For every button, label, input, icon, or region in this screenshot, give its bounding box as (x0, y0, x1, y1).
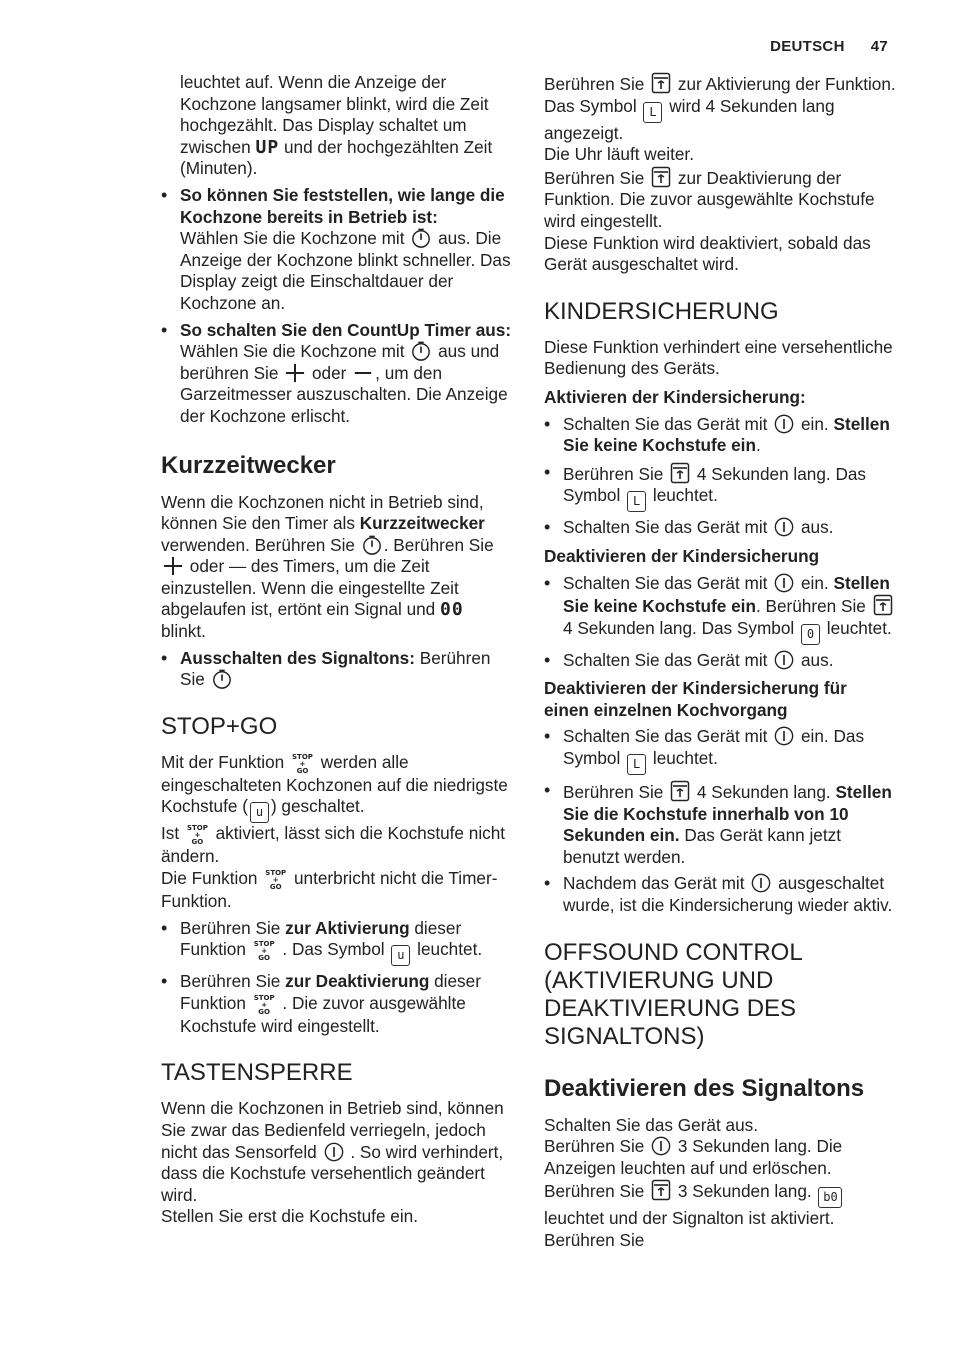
up-display-symbol: UP (255, 136, 280, 158)
deactivation-note: Diese Funktion wird deaktiviert, sobald das Gerät ausgeschaltet wird. (544, 232, 871, 275)
timer-icon (362, 535, 382, 555)
lock-symbol: L (643, 102, 662, 123)
plus-icon (163, 556, 183, 576)
onoff-icon (774, 517, 794, 537)
stop-go-paragraph-1: Mit der Funktion STOP + GO werden alle eingeschalteten Kochzonen auf die niedrigste Kochstufe ( u ) geschaltet. (161, 752, 513, 824)
list-item: • Berühren Sie zur Aktivierung dieser Funktion STOP + GO . Das Symbol u leuchtet. (161, 918, 513, 967)
stop-go-paragraph-3: Die Funktion STOP + GO unterbricht nicht die Timer-Funktion. (161, 868, 498, 912)
timer-icon (212, 669, 232, 689)
list-item: • Schalten Sie das Gerät mit aus. (544, 650, 896, 672)
timer-icon (411, 341, 431, 361)
left-column (161, 72, 513, 1228)
list-item: • Schalten Sie das Gerät mit ein. Das Symbol L leuchtet. (544, 726, 896, 775)
stop-go-icon: STOP + GO (292, 752, 313, 775)
zero-display-symbol: 00 (440, 599, 464, 621)
clock-note: Die Uhr läuft weiter. (544, 144, 694, 165)
key-lock-icon (651, 72, 671, 94)
tastensperre-deactivation: Berühren Sie zur Deaktivierung der Funktion. Die zuvor ausgewählte Kochstufe wird eingestellt. (544, 167, 875, 231)
timer-icon (411, 228, 431, 248)
onoff-icon (774, 650, 794, 670)
list-item: • So können Sie feststellen, wie lange die Kochzone bereits in Betrieb ist: Wählen Sie die Kochzone mit aus. Die Anzeige der Kochzone blinkt schneller. Das Display zeigt die Einschaltdauer der Kochzone an. (161, 185, 513, 315)
list-item: • So schalten Sie den CountUp Timer aus: Wählen Sie die Kochzone mit aus und berühren Sie oder , um den Garzeitmesser auszuschalten. Die Anzeige der Kochzone erlischt. (161, 320, 513, 428)
deaktivieren-list (544, 573, 896, 672)
key-lock-icon (651, 1179, 671, 1201)
heading-offsound-control: OFFSOUND CONTROL (AKTIVIERUNG UND DEAKTIVIERUNG DES SIGNALTONS) (544, 938, 802, 1050)
tastensperre-paragraph-2: Stellen Sie erst die Kochstufe ein. (161, 1206, 419, 1227)
key-lock-icon (670, 462, 690, 484)
low-level-symbol: u (250, 802, 269, 823)
kurzzeitwecker-list (161, 648, 513, 691)
plus-icon (285, 363, 305, 383)
list-item: • Schalten Sie das Gerät mit ein. Stellen Sie keine Kochstufe ein. (544, 414, 896, 457)
heading-tastensperre: TASTENSPERRE (161, 1059, 353, 1087)
heading-kurzzeitwecker: Kurzzeitwecker (161, 451, 336, 479)
list-item: • Berühren Sie 4 Sekunden lang. Das Symbol L leuchtet. (544, 462, 896, 513)
signalton-paragraph-1: Schalten Sie das Gerät aus. (544, 1114, 759, 1135)
list-item: • Berühren Sie 4 Sekunden lang. Stellen Sie die Kochstufe innerhalb von 10 Sekunden ein. Das Gerät kann jetzt benutzt werden. (544, 780, 896, 868)
onoff-icon (651, 1136, 671, 1156)
heading-aktivieren: Aktivieren der Kindersicherung: (544, 386, 806, 407)
heading-einzelner-kochvorgang: Deaktivieren der Kindersicherung für einen einzelnen Kochvorgang (544, 678, 847, 720)
list-item: • Berühren Sie zur Deaktivierung dieser Funktion STOP + GO . Die zuvor ausgewählte Kochstufe wird eingestellt. (161, 971, 513, 1037)
stop-go-icon: STOP + GO (186, 824, 208, 847)
onoff-icon (751, 873, 771, 893)
page-header (770, 38, 888, 55)
lock-symbol: L (627, 754, 646, 775)
zero-symbol: 0 (801, 624, 820, 645)
heading-stop-go: STOP+GO (161, 712, 278, 740)
tastensperre-activation: Berühren Sie zur Aktivierung der Funktion. Das Symbol L wird 4 Sekunden lang angezeigt. (544, 74, 896, 143)
stop-go-icon: STOP + GO (253, 993, 275, 1016)
onoff-icon (774, 726, 794, 746)
key-lock-icon (873, 594, 893, 616)
header-language: DEUTSCH (770, 38, 845, 55)
einzelner-kochvorgang-list (544, 726, 896, 916)
stop-go-icon: STOP + GO (253, 940, 275, 963)
right-column (544, 72, 896, 1252)
page-number: 47 (870, 38, 888, 55)
minus-icon (353, 363, 373, 383)
stop-go-list (161, 918, 513, 1038)
kindersicherung-intro: Diese Funktion verhindert eine versehentliche Bedienung des Geräts. (544, 336, 893, 379)
stop-go-paragraph-2: Ist STOP + GO aktiviert, lässt sich die Kochstufe nicht ändern. (161, 823, 506, 867)
tastensperre-paragraph: Wenn die Kochzonen in Betrieb sind, können Sie zwar das Bedienfeld verriegeln, jedoch nicht das Sensorfeld . So wird verhindert, dass die Kochstufe versehentlich geändert wird. (161, 1098, 504, 1205)
aktivieren-list (544, 414, 896, 539)
lock-symbol: L (627, 491, 646, 512)
intro-paragraph: leuchtet auf. Wenn die Anzeige der Kochzone langsamer blinkt, wird die Zeit hochgezählt. Das Display schaltet um zwischen UP und der hochgezählten Zeit (Minuten). (180, 72, 493, 179)
kurzzeitwecker-paragraph: Wenn die Kochzonen nicht in Betrieb sind, können Sie den Timer als Kurzzeitwecker verwenden. Berühren Sie . Berühren Sie oder — des Timers, um die Zeit einzustellen. Wenn die eingestellte Zeit abgelaufen ist, ertönt ein Signal und 00 blinkt. (161, 491, 494, 642)
signalton-paragraph-2: Berühren Sie 3 Sekunden lang. Die Anzeigen leuchten auf und erlöschen. Berühren Sie 3 Sekunden lang. b0 leuchtet und der Signalton ist aktiviert. Berühren Sie (544, 1136, 843, 1250)
low-level-symbol: u (391, 945, 410, 966)
key-lock-icon (651, 166, 671, 188)
countup-list (161, 185, 513, 428)
list-item: • Ausschalten des Signaltons: Berühren Sie (161, 648, 513, 691)
stop-go-icon: STOP + GO (265, 869, 287, 892)
onoff-icon (774, 573, 794, 593)
list-item: • Nachdem das Gerät mit ausgeschaltet wurde, ist die Kindersicherung wieder aktiv. (544, 873, 896, 916)
list-item: • Schalten Sie das Gerät mit ein. Stellen Sie keine Kochstufe ein. Berühren Sie 4 Sekunden lang. Das Symbol 0 leuchtet. (544, 573, 896, 645)
list-item: • Schalten Sie das Gerät mit aus. (544, 517, 896, 539)
onoff-icon (324, 1142, 344, 1162)
heading-kindersicherung: KINDERSICHERUNG (544, 297, 779, 325)
heading-deaktivieren-signalton: Deaktivieren des Signaltons (544, 1074, 865, 1102)
sound-symbol: b0 (818, 1187, 842, 1208)
heading-deaktivieren: Deaktivieren der Kindersicherung (544, 545, 820, 566)
key-lock-icon (670, 780, 690, 802)
onoff-icon (774, 414, 794, 434)
